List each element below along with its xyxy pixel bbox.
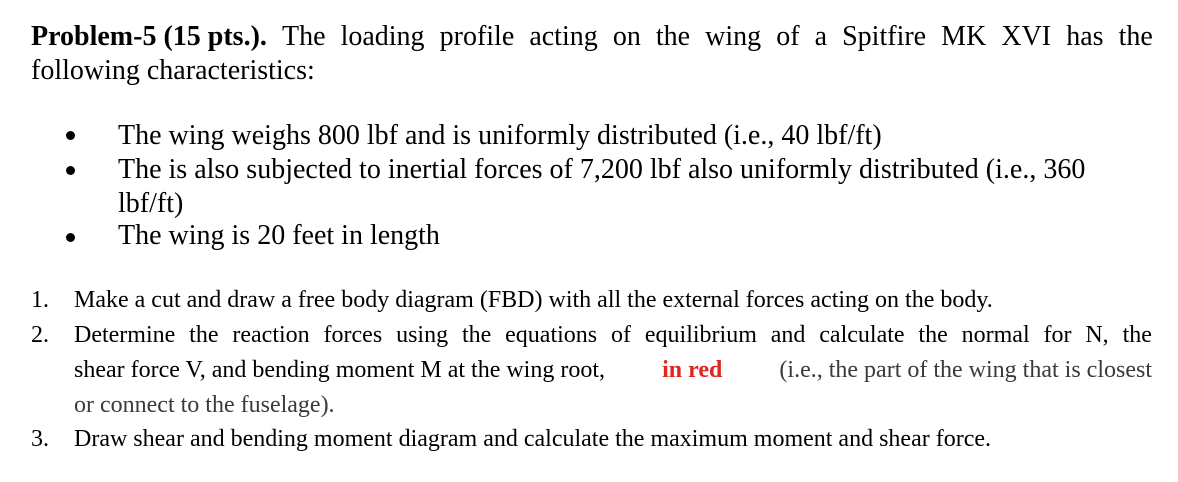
word: Determine xyxy=(74,322,176,348)
word: of xyxy=(776,21,800,52)
problem-statement-line-2: following characteristics: xyxy=(31,55,315,86)
question-number-2: 2. xyxy=(31,322,49,348)
word: the xyxy=(918,322,948,348)
question-2-line-2 xyxy=(74,355,1152,385)
word: of xyxy=(611,322,632,348)
bullet-item-wing-weight: The wing weighs 800 lbf and is uniformly distributed (i.e., 40 lbf/ft) xyxy=(118,120,882,151)
word: acting xyxy=(529,21,598,52)
word: the xyxy=(189,322,219,348)
word: a xyxy=(814,21,828,52)
problem-statement-line-1 xyxy=(31,20,1153,54)
bullet-dot xyxy=(66,166,75,175)
word: on xyxy=(612,21,641,52)
word: wing xyxy=(705,21,762,52)
word: forces xyxy=(323,322,383,348)
problem-heading: Problem-5 (15 pts.). xyxy=(31,21,267,52)
question-1-text: Make a cut and draw a free body diagram (FBD) with all the external forces acting on the body. xyxy=(74,287,993,313)
question-number-1: 1. xyxy=(31,287,49,313)
word: the xyxy=(655,21,691,52)
word: the xyxy=(461,322,492,348)
bullet-dot xyxy=(66,131,75,140)
word: and xyxy=(770,322,806,348)
word: Spitfire xyxy=(842,21,927,52)
word: XVI xyxy=(1001,21,1052,52)
bullet-item-inertial-forces: The is also subjected to inertial forces of 7,200 lbf also uniformly distributed (i.e., 360 xyxy=(118,154,1086,185)
word: reaction xyxy=(232,322,310,348)
word: MK xyxy=(941,21,987,52)
word: normal xyxy=(961,322,1030,348)
word: the xyxy=(1122,322,1152,348)
red-emphasis: in red xyxy=(662,357,723,383)
question-2-line-1 xyxy=(74,320,1152,350)
word: N, xyxy=(1085,322,1109,348)
question-3-text: Draw shear and bending moment diagram and calculate the maximum moment and shear force. xyxy=(74,426,992,452)
bullet-item-wing-length: The wing is 20 feet in length xyxy=(118,220,440,251)
word: profile xyxy=(439,21,515,52)
word: using xyxy=(396,322,449,348)
question-2-line-3: or connect to the fuselage). xyxy=(74,392,335,418)
word: equilibrium xyxy=(644,322,757,348)
word: equations xyxy=(505,322,598,348)
word: for xyxy=(1043,322,1072,348)
word: the xyxy=(1118,21,1153,52)
word: calculate xyxy=(819,322,905,348)
question-2-line-2-pre: shear force V, and bending moment M at the wing root, xyxy=(74,357,605,383)
word: The xyxy=(281,21,326,52)
question-number-3: 3. xyxy=(31,426,49,452)
word: has xyxy=(1066,21,1104,52)
bullet-dot xyxy=(66,233,75,242)
question-2-line-2-post: (i.e., the part of the wing that is closest xyxy=(779,357,1152,383)
word: loading xyxy=(340,21,425,52)
bullet-item-inertial-forces-cont: lbf/ft) xyxy=(118,188,184,219)
